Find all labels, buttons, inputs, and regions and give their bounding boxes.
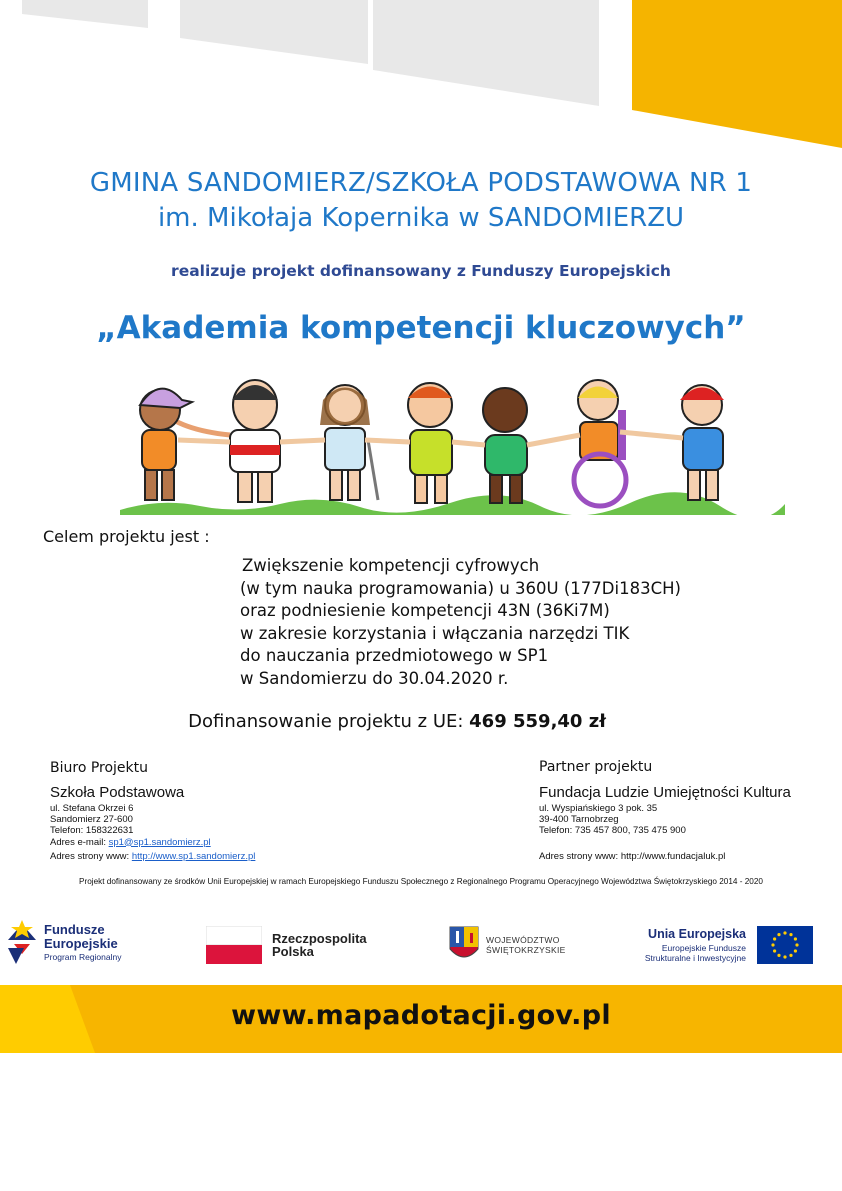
partner-address-1: ul. Wyspiańskiego 3 pok. 35 <box>539 803 658 814</box>
office-www-link[interactable]: http://www.sp1.sandomierz.pl <box>131 851 256 862</box>
title-line-1: GMINA SANDOMIERZ/SZKOŁA PODSTAWOWA NR 1 <box>89 168 753 198</box>
goal-line: w zakresie korzystania i włączania narzędzi TIK <box>240 623 630 643</box>
eu-flag-icon <box>757 926 813 964</box>
goal-label: Celem projektu jest : <box>43 527 210 546</box>
website-url[interactable]: www.mapadotacji.gov.pl <box>231 1000 611 1031</box>
top-decoration <box>0 0 842 155</box>
office-email-label: Adres e-mail: <box>50 836 109 848</box>
partner-name: Fundacja Ludzie Umiejętności Kultura <box>539 784 791 801</box>
goal-line: do nauczania przedmiotowego w SP1 <box>240 646 549 665</box>
office-email-link[interactable]: sp1@sp1.sandomierz.pl <box>108 836 211 848</box>
funding-line <box>0 711 794 732</box>
grey-panel-2 <box>180 0 368 64</box>
partner-phone: Telefon: 735 457 800, 735 475 900 <box>539 825 686 837</box>
partner-heading: Partner projektu <box>539 759 653 775</box>
office-contact <box>50 803 211 848</box>
partner-www-row <box>539 851 725 862</box>
goal-line: Zwiększenie kompetencji cyfrowych <box>242 556 540 575</box>
grey-panel-1 <box>22 0 148 28</box>
ws-logo-line2: ŚWIĘTOKRZYSKIE <box>486 945 566 955</box>
project-name: „Akademia kompetencji kluczowych” <box>96 310 746 346</box>
footnote: Projekt dofinansowany ze środków Unii Europejskiej w ramach Europejskiego Funduszu Społecznego z Regionalnego Programu Operacyjnego Województwa Świętokrzyskiego 2014 - 2020 <box>79 877 763 886</box>
ue-logo-line3: Strukturalne i Inwestycyjne <box>644 953 746 963</box>
ue-logo-line2: Europejskie Fundusze <box>661 943 746 953</box>
office-email-row <box>50 837 211 848</box>
office-www-label: Adres strony www: <box>50 851 132 862</box>
goal-text <box>240 555 681 690</box>
fe-logo-line3: Program Regionalny <box>44 952 122 962</box>
swietokrzyskie-crest-icon <box>448 925 480 965</box>
office-name: Szkoła Podstawowa <box>50 784 185 801</box>
office-address-2: Sandomierz 27-600 <box>50 814 133 826</box>
office-phone: Telefon: 158322631 <box>50 825 134 837</box>
title-line-2: im. Mikołaja Kopernika w SANDOMIERZU <box>157 203 685 233</box>
partner-contact <box>539 803 686 837</box>
ws-logo-line1: WOJEWÓDZTWO <box>486 935 560 945</box>
fundusze-europejskie-logo-icon <box>8 918 40 966</box>
funding-amount: 469 559,40 zł <box>469 711 606 732</box>
office-heading: Biuro Projektu <box>50 760 149 776</box>
fe-logo-line1: Fundusze <box>44 922 105 937</box>
goal-line: (w tym nauka programowania) u 360U (177Di183CH) <box>240 578 681 598</box>
goal-line: w Sandomierzu do 30.04.2020 r. <box>240 668 509 688</box>
subtitle: realizuje projekt dofinansowany z Funduszy Europejskich <box>171 262 671 280</box>
partner-www-url[interactable]: http://www.fundacjaluk.pl <box>620 851 726 862</box>
grey-panel-3 <box>373 0 599 106</box>
children-illustration <box>120 370 785 515</box>
fe-logo-line2: Europejskie <box>44 936 118 951</box>
yellow-panel <box>632 0 842 148</box>
office-www-row <box>50 851 255 862</box>
partner-address-2: 39-400 Tarnobrzeg <box>539 814 619 826</box>
partner-www-label: Adres strony www: <box>539 851 621 862</box>
office-address-1: ul. Stefana Okrzei 6 <box>50 803 134 814</box>
goal-line: oraz podniesienie kompetencji 43N (36Ki7M) <box>240 601 610 620</box>
funding-label: Dofinansowanie projektu z UE: <box>188 711 470 732</box>
rp-logo-line1: Rzeczpospolita <box>272 931 367 946</box>
polish-flag-icon <box>206 926 262 964</box>
ue-logo-line1: Unia Europejska <box>648 927 746 941</box>
rp-logo-line2: Polska <box>272 944 314 959</box>
